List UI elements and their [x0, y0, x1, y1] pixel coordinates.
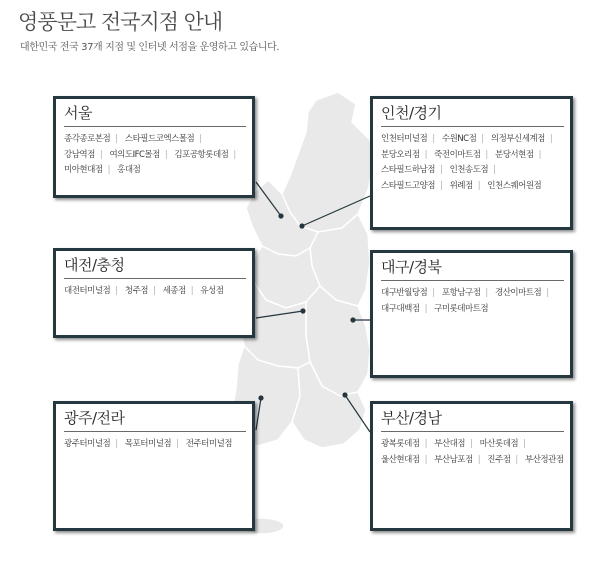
branch-link[interactable]: 마산롯데점 |: [480, 439, 531, 449]
branch-link[interactable]: 강남역점 |: [64, 150, 107, 160]
region-incheon-gyeonggi: [370, 96, 573, 230]
branch-link[interactable]: 부산대점 |: [434, 439, 477, 449]
branch-list-daejeon-chungcheong: [64, 284, 246, 300]
branch-link[interactable]: 스타필드코엑스몰점 |: [125, 134, 207, 144]
branch-link[interactable]: 구미롯데마트점: [434, 303, 489, 314]
region-busan-gyeongnam: [370, 401, 573, 531]
region-title-busan-gyeongnam: 부산/경남: [381, 408, 564, 432]
region-title-gwangju-jeolla: 광주/전라: [64, 408, 246, 432]
branch-link[interactable]: 분당서현점 |: [495, 150, 546, 160]
branch-link[interactable]: 포항남구점 |: [442, 288, 493, 298]
branch-list-daegu-gyeongbuk: [381, 286, 564, 317]
region-title-daejeon-chungcheong: 대전/충청: [64, 255, 246, 279]
branch-link[interactable]: 스타필드고양점 |: [381, 181, 447, 191]
branch-list-seoul: [64, 132, 246, 179]
branch-link[interactable]: 인천스퀘어원점: [487, 180, 542, 191]
branch-link[interactable]: 인천터미널점 |: [381, 134, 440, 144]
branch-link[interactable]: 종각종로본점 |: [64, 134, 123, 144]
branch-link[interactable]: 위례점 |: [450, 181, 486, 191]
branch-link[interactable]: 김포공항롯데점 |: [174, 150, 240, 160]
branch-link[interactable]: 대전터미널점 |: [64, 286, 123, 296]
branch-link[interactable]: 의정부신세계점 |: [491, 134, 557, 144]
branch-link[interactable]: 홍대점: [117, 165, 141, 175]
branch-link[interactable]: 세종점 |: [163, 286, 199, 296]
branch-link[interactable]: 분당오리점 |: [381, 150, 432, 160]
region-daejeon-chungcheong: [53, 248, 255, 338]
branch-link[interactable]: 미아현대점 |: [64, 165, 115, 175]
branch-link[interactable]: 진주점 |: [487, 455, 523, 465]
branch-list-gwangju-jeolla: [64, 437, 246, 453]
branch-link[interactable]: 인천송도점 |: [450, 165, 501, 175]
branch-link[interactable]: 부산남포점 |: [434, 455, 485, 465]
page-subtitle: 대한민국 전국 37개 지점 및 인터넷 서점을 운영하고 있습니다.: [20, 42, 280, 53]
region-title-daegu-gyeongbuk: 대구/경북: [381, 257, 564, 281]
region-gwangju-jeolla: [53, 401, 255, 531]
region-title-incheon-gyeonggi: 인천/경기: [381, 103, 564, 127]
branch-link[interactable]: 대구대백점 |: [381, 304, 432, 314]
branch-list-incheon-gyeonggi: [381, 132, 564, 194]
branch-link[interactable]: 스타필드하남점 |: [381, 165, 447, 175]
branch-link[interactable]: 청주점 |: [125, 286, 161, 296]
branch-link[interactable]: 목포터미널점 |: [125, 439, 184, 449]
branch-link[interactable]: 전주터미널점: [185, 439, 232, 449]
branch-link[interactable]: 광주터미널점 |: [64, 439, 123, 449]
branch-list-busan-gyeongnam: [381, 437, 564, 468]
region-daegu-gyeongbuk: [370, 250, 573, 378]
branch-link[interactable]: 죽전이마트점 |: [434, 150, 493, 160]
branch-link[interactable]: 경산이마트점 |: [495, 288, 554, 298]
branch-link[interactable]: 여의도IFC몰점 |: [109, 150, 172, 160]
branch-link[interactable]: 부산정관점: [525, 454, 564, 465]
branch-link[interactable]: 유성점: [200, 286, 224, 296]
branch-link[interactable]: 울산현대점 |: [381, 455, 432, 465]
branch-link[interactable]: 광복롯데점 |: [381, 439, 432, 449]
branch-link[interactable]: 수원NC점 |: [442, 134, 489, 144]
region-title-seoul: 서울: [64, 103, 246, 127]
page-title: 영풍문고 전국지점 안내: [18, 10, 223, 34]
region-seoul: [53, 96, 255, 198]
branch-link[interactable]: 대구반월당점 |: [381, 288, 440, 298]
